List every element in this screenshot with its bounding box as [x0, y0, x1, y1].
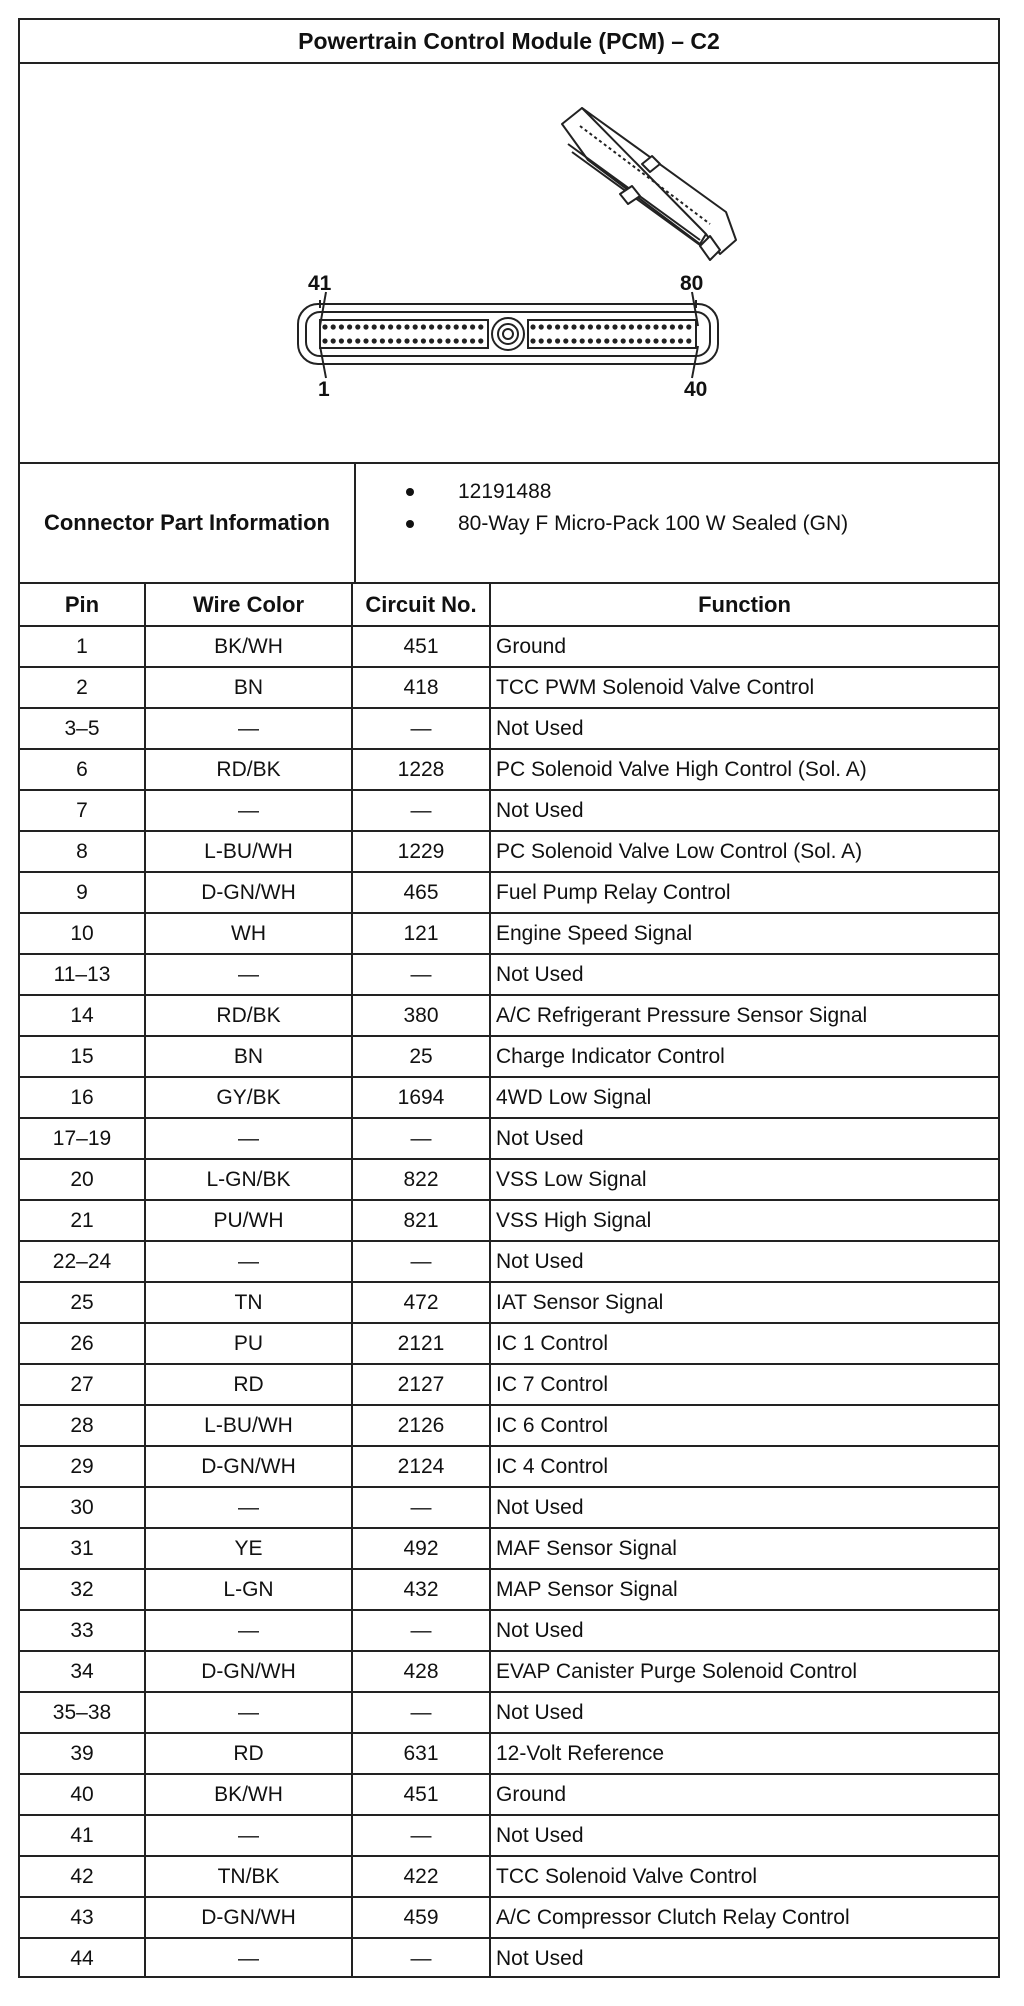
pin-dot — [347, 338, 352, 343]
cell-function: Not Used — [490, 1241, 998, 1282]
table-row — [20, 790, 998, 831]
connector-drawing — [20, 64, 998, 462]
cell-pin: 42 — [20, 1856, 145, 1897]
cell-pin: 15 — [20, 1036, 145, 1077]
pin-dot — [588, 324, 593, 329]
cell-pin: 14 — [20, 995, 145, 1036]
pin-dot — [363, 338, 368, 343]
pin-dot — [429, 338, 434, 343]
pin-dot — [637, 338, 642, 343]
cell-function: Not Used — [490, 708, 998, 749]
connector-description: 80-Way F Micro-Pack 100 W Sealed (GN) — [458, 512, 849, 535]
cell-function: PC Solenoid Valve High Control (Sol. A) — [490, 749, 998, 790]
pin-dot — [580, 338, 585, 343]
pin-dot — [555, 338, 560, 343]
cell-pin: 11–13 — [20, 954, 145, 995]
cell-circuit-no: 1229 — [352, 831, 490, 872]
table-row — [20, 1077, 998, 1118]
cell-function: 4WD Low Signal — [490, 1077, 998, 1118]
cell-function: Not Used — [490, 1118, 998, 1159]
pin-dot — [454, 324, 459, 329]
cell-wire-color: WH — [145, 913, 352, 954]
cell-function: MAF Sensor Signal — [490, 1528, 998, 1569]
cell-pin: 2 — [20, 667, 145, 708]
cell-pin: 9 — [20, 872, 145, 913]
pin-dot — [413, 324, 418, 329]
pin-dot — [670, 338, 675, 343]
cell-circuit-no: — — [352, 954, 490, 995]
pin-dot — [470, 338, 475, 343]
table-row — [20, 1282, 998, 1323]
pin-dot — [662, 324, 667, 329]
pin-dot — [612, 338, 617, 343]
cell-pin: 1 — [20, 626, 145, 667]
table-row — [20, 1897, 998, 1938]
pin-dot — [588, 338, 593, 343]
pin-dot — [580, 324, 585, 329]
cell-wire-color: TN/BK — [145, 1856, 352, 1897]
table-row — [20, 1487, 998, 1528]
cell-pin: 20 — [20, 1159, 145, 1200]
cell-circuit-no: 2127 — [352, 1364, 490, 1405]
cell-circuit-no: — — [352, 1692, 490, 1733]
cell-wire-color: L-GN/BK — [145, 1159, 352, 1200]
pin-dot — [372, 338, 377, 343]
pin-dot — [404, 338, 409, 343]
cell-wire-color: L-BU/WH — [145, 1405, 352, 1446]
pin-dot — [678, 338, 683, 343]
cell-function: Ground — [490, 626, 998, 667]
connector-sheet — [18, 18, 1000, 1978]
pin-dot — [429, 324, 434, 329]
cell-circuit-no: 472 — [352, 1282, 490, 1323]
cell-pin: 10 — [20, 913, 145, 954]
pin-dot — [355, 324, 360, 329]
cell-wire-color: — — [145, 1118, 352, 1159]
table-row — [20, 1036, 998, 1077]
pin-dot — [363, 324, 368, 329]
cell-circuit-no: 422 — [352, 1856, 490, 1897]
cell-function: 12-Volt Reference — [490, 1733, 998, 1774]
table-row — [20, 708, 998, 749]
cell-function: IAT Sensor Signal — [490, 1282, 998, 1323]
cell-function: IC 1 Control — [490, 1323, 998, 1364]
cell-wire-color: BN — [145, 1036, 352, 1077]
table-row — [20, 1364, 998, 1405]
cell-pin: 43 — [20, 1897, 145, 1938]
table-row — [20, 1118, 998, 1159]
bullet-icon — [406, 520, 414, 528]
cell-wire-color: — — [145, 1610, 352, 1651]
cell-circuit-no: 451 — [352, 626, 490, 667]
pin-dot — [339, 324, 344, 329]
table-row — [20, 1815, 998, 1856]
pin-dot — [530, 324, 535, 329]
pin-dot — [347, 324, 352, 329]
cell-pin: 33 — [20, 1610, 145, 1651]
cell-circuit-no: — — [352, 790, 490, 831]
cell-function: VSS Low Signal — [490, 1159, 998, 1200]
cell-function: Not Used — [490, 1938, 998, 1978]
connector-diagram — [20, 64, 998, 464]
connector-3d-view — [562, 108, 736, 260]
table-row — [20, 1651, 998, 1692]
cell-wire-color: D-GN/WH — [145, 872, 352, 913]
pin-dot — [413, 338, 418, 343]
pin-dot — [331, 324, 336, 329]
pin-dot — [530, 338, 535, 343]
pin-dot — [563, 338, 568, 343]
table-row — [20, 626, 998, 667]
pin-dot — [547, 338, 552, 343]
pin-label-1: 1 — [318, 378, 330, 401]
cell-wire-color: — — [145, 790, 352, 831]
cell-function: A/C Compressor Clutch Relay Control — [490, 1897, 998, 1938]
pin-dot — [686, 324, 691, 329]
pin-dot — [662, 338, 667, 343]
pin-dot — [547, 324, 552, 329]
pin-dot — [539, 324, 544, 329]
cell-function: Not Used — [490, 1815, 998, 1856]
cell-circuit-no: 465 — [352, 872, 490, 913]
pin-dot — [629, 324, 634, 329]
pin-dot — [421, 338, 426, 343]
cell-circuit-no: 121 — [352, 913, 490, 954]
pin-dot — [437, 324, 442, 329]
cell-function: PC Solenoid Valve Low Control (Sol. A) — [490, 831, 998, 872]
pin-dot — [462, 338, 467, 343]
pin-dot — [637, 324, 642, 329]
pin-dot — [653, 324, 658, 329]
pin-dot — [380, 338, 385, 343]
cell-wire-color: D-GN/WH — [145, 1897, 352, 1938]
connector-part-information — [20, 464, 998, 584]
cell-pin: 21 — [20, 1200, 145, 1241]
table-row — [20, 1241, 998, 1282]
table-row — [20, 1528, 998, 1569]
cell-wire-color: — — [145, 954, 352, 995]
table-row — [20, 1856, 998, 1897]
cell-function: MAP Sensor Signal — [490, 1569, 998, 1610]
cell-circuit-no: 822 — [352, 1159, 490, 1200]
cell-pin: 16 — [20, 1077, 145, 1118]
table-row — [20, 1774, 998, 1815]
table-row — [20, 995, 998, 1036]
cell-wire-color: GY/BK — [145, 1077, 352, 1118]
cell-pin: 44 — [20, 1938, 145, 1978]
header-function: Function — [490, 584, 998, 626]
pin-dot — [604, 338, 609, 343]
cell-circuit-no: 821 — [352, 1200, 490, 1241]
bullet-icon — [406, 488, 414, 496]
cell-function: TCC PWM Solenoid Valve Control — [490, 667, 998, 708]
page-title: Powertrain Control Module (PCM) – C2 — [20, 20, 998, 64]
pin-dot — [539, 338, 544, 343]
cell-wire-color: RD/BK — [145, 749, 352, 790]
pin-dot — [571, 338, 576, 343]
cell-circuit-no: 1694 — [352, 1077, 490, 1118]
pin-label-40: 40 — [684, 378, 708, 401]
pin-dot — [437, 338, 442, 343]
pin-dot — [478, 338, 483, 343]
pin-dot — [396, 324, 401, 329]
cell-function: Not Used — [490, 1487, 998, 1528]
table-row — [20, 1692, 998, 1733]
cell-pin: 6 — [20, 749, 145, 790]
header-wire-color: Wire Color — [145, 584, 352, 626]
cell-circuit-no: 428 — [352, 1651, 490, 1692]
cell-circuit-no: — — [352, 1487, 490, 1528]
cell-function: Not Used — [490, 790, 998, 831]
pin-dot — [555, 324, 560, 329]
table-row — [20, 1610, 998, 1651]
cell-circuit-no: 2126 — [352, 1405, 490, 1446]
cell-wire-color: BK/WH — [145, 1774, 352, 1815]
table-row — [20, 749, 998, 790]
cell-function: EVAP Canister Purge Solenoid Control — [490, 1651, 998, 1692]
pin-dot — [454, 338, 459, 343]
cell-pin: 22–24 — [20, 1241, 145, 1282]
cell-function: IC 7 Control — [490, 1364, 998, 1405]
cell-function: IC 6 Control — [490, 1405, 998, 1446]
cell-pin: 30 — [20, 1487, 145, 1528]
table-row — [20, 1159, 998, 1200]
cell-pin: 41 — [20, 1815, 145, 1856]
cell-circuit-no: 380 — [352, 995, 490, 1036]
pin-dot — [445, 324, 450, 329]
pin-dot — [462, 324, 467, 329]
table-header-row — [20, 584, 998, 626]
pin-dot — [421, 324, 426, 329]
cell-wire-color: BN — [145, 667, 352, 708]
pin-dot — [604, 324, 609, 329]
cell-wire-color: RD/BK — [145, 995, 352, 1036]
cell-wire-color: — — [145, 708, 352, 749]
table-row — [20, 1446, 998, 1487]
cell-function: Not Used — [490, 1610, 998, 1651]
cell-wire-color: — — [145, 1938, 352, 1978]
table-row — [20, 872, 998, 913]
table-row — [20, 1733, 998, 1774]
cell-circuit-no: — — [352, 1118, 490, 1159]
cell-function: Fuel Pump Relay Control — [490, 872, 998, 913]
header-circuit-no: Circuit No. — [352, 584, 490, 626]
cell-pin: 39 — [20, 1733, 145, 1774]
cell-function: Ground — [490, 1774, 998, 1815]
cell-circuit-no: — — [352, 1938, 490, 1978]
pin-dot — [388, 324, 393, 329]
cell-pin: 17–19 — [20, 1118, 145, 1159]
cell-circuit-no: — — [352, 1241, 490, 1282]
pin-dot — [396, 338, 401, 343]
table-row — [20, 1405, 998, 1446]
cell-wire-color: L-BU/WH — [145, 831, 352, 872]
pin-dot — [612, 324, 617, 329]
pin-dot — [596, 324, 601, 329]
cell-circuit-no: 451 — [352, 1774, 490, 1815]
header-pin: Pin — [20, 584, 145, 626]
table-row — [20, 913, 998, 954]
cell-wire-color: — — [145, 1692, 352, 1733]
cell-pin: 29 — [20, 1446, 145, 1487]
cell-pin: 32 — [20, 1569, 145, 1610]
cell-circuit-no: 631 — [352, 1733, 490, 1774]
cell-function: VSS High Signal — [490, 1200, 998, 1241]
cell-pin: 27 — [20, 1364, 145, 1405]
cell-circuit-no: — — [352, 708, 490, 749]
cell-wire-color: L-GN — [145, 1569, 352, 1610]
pin-label-41: 41 — [308, 272, 332, 295]
connector-info-label: Connector Part Information — [20, 464, 356, 582]
pin-dot — [331, 338, 336, 343]
cell-wire-color: — — [145, 1815, 352, 1856]
cell-circuit-no: 459 — [352, 1897, 490, 1938]
table-row — [20, 1938, 998, 1978]
cell-pin: 28 — [20, 1405, 145, 1446]
cell-wire-color: TN — [145, 1282, 352, 1323]
cell-function: IC 4 Control — [490, 1446, 998, 1487]
connector-info-list — [356, 464, 998, 582]
pin-dot — [645, 324, 650, 329]
part-number: 12191488 — [458, 480, 552, 503]
cell-wire-color: RD — [145, 1364, 352, 1405]
cell-circuit-no: — — [352, 1815, 490, 1856]
cell-function: TCC Solenoid Valve Control — [490, 1856, 998, 1897]
pin-dot — [621, 338, 626, 343]
cell-pin: 31 — [20, 1528, 145, 1569]
pin-dot — [404, 324, 409, 329]
cell-function: Engine Speed Signal — [490, 913, 998, 954]
table-row — [20, 954, 998, 995]
cell-circuit-no: 418 — [352, 667, 490, 708]
cell-wire-color: RD — [145, 1733, 352, 1774]
pin-dot — [380, 324, 385, 329]
pin-dot — [670, 324, 675, 329]
pin-label-80: 80 — [680, 272, 704, 295]
pin-dot — [653, 338, 658, 343]
pin-table — [20, 584, 998, 1978]
connector-info-item — [406, 508, 998, 540]
cell-function: Not Used — [490, 954, 998, 995]
cell-circuit-no: 2121 — [352, 1323, 490, 1364]
cell-pin: 3–5 — [20, 708, 145, 749]
pin-dot — [322, 338, 327, 343]
cell-wire-color: D-GN/WH — [145, 1651, 352, 1692]
cell-circuit-no: 2124 — [352, 1446, 490, 1487]
cell-pin: 35–38 — [20, 1692, 145, 1733]
pin-dot — [571, 324, 576, 329]
pin-dot — [629, 338, 634, 343]
pin-dot — [621, 324, 626, 329]
cell-wire-color: PU/WH — [145, 1200, 352, 1241]
cell-circuit-no: — — [352, 1610, 490, 1651]
cell-wire-color: PU — [145, 1323, 352, 1364]
pin-dot — [678, 324, 683, 329]
pin-dot — [645, 338, 650, 343]
pin-dot — [372, 324, 377, 329]
table-row — [20, 667, 998, 708]
cell-circuit-no: 432 — [352, 1569, 490, 1610]
pin-dot — [686, 338, 691, 343]
table-row — [20, 1569, 998, 1610]
cell-pin: 26 — [20, 1323, 145, 1364]
cell-wire-color: — — [145, 1241, 352, 1282]
pin-dot — [445, 338, 450, 343]
pin-dot — [478, 324, 483, 329]
connector-face-view — [298, 300, 718, 364]
pin-dot — [322, 324, 327, 329]
cell-wire-color: — — [145, 1487, 352, 1528]
cell-wire-color: BK/WH — [145, 626, 352, 667]
table-row — [20, 1200, 998, 1241]
cell-pin: 40 — [20, 1774, 145, 1815]
pin-dot — [339, 338, 344, 343]
cell-function: Not Used — [490, 1692, 998, 1733]
cell-circuit-no: 492 — [352, 1528, 490, 1569]
pin-dot — [388, 338, 393, 343]
cell-wire-color: YE — [145, 1528, 352, 1569]
cell-function: A/C Refrigerant Pressure Sensor Signal — [490, 995, 998, 1036]
cell-pin: 8 — [20, 831, 145, 872]
cell-pin: 7 — [20, 790, 145, 831]
pin-dot — [563, 324, 568, 329]
connector-info-item — [406, 476, 998, 508]
table-row — [20, 831, 998, 872]
cell-circuit-no: 1228 — [352, 749, 490, 790]
cell-wire-color: D-GN/WH — [145, 1446, 352, 1487]
pin-dot — [596, 338, 601, 343]
pin-dot — [355, 338, 360, 343]
cell-function: Charge Indicator Control — [490, 1036, 998, 1077]
cell-circuit-no: 25 — [352, 1036, 490, 1077]
cell-pin: 25 — [20, 1282, 145, 1323]
table-row — [20, 1323, 998, 1364]
cell-pin: 34 — [20, 1651, 145, 1692]
pin-dot — [470, 324, 475, 329]
